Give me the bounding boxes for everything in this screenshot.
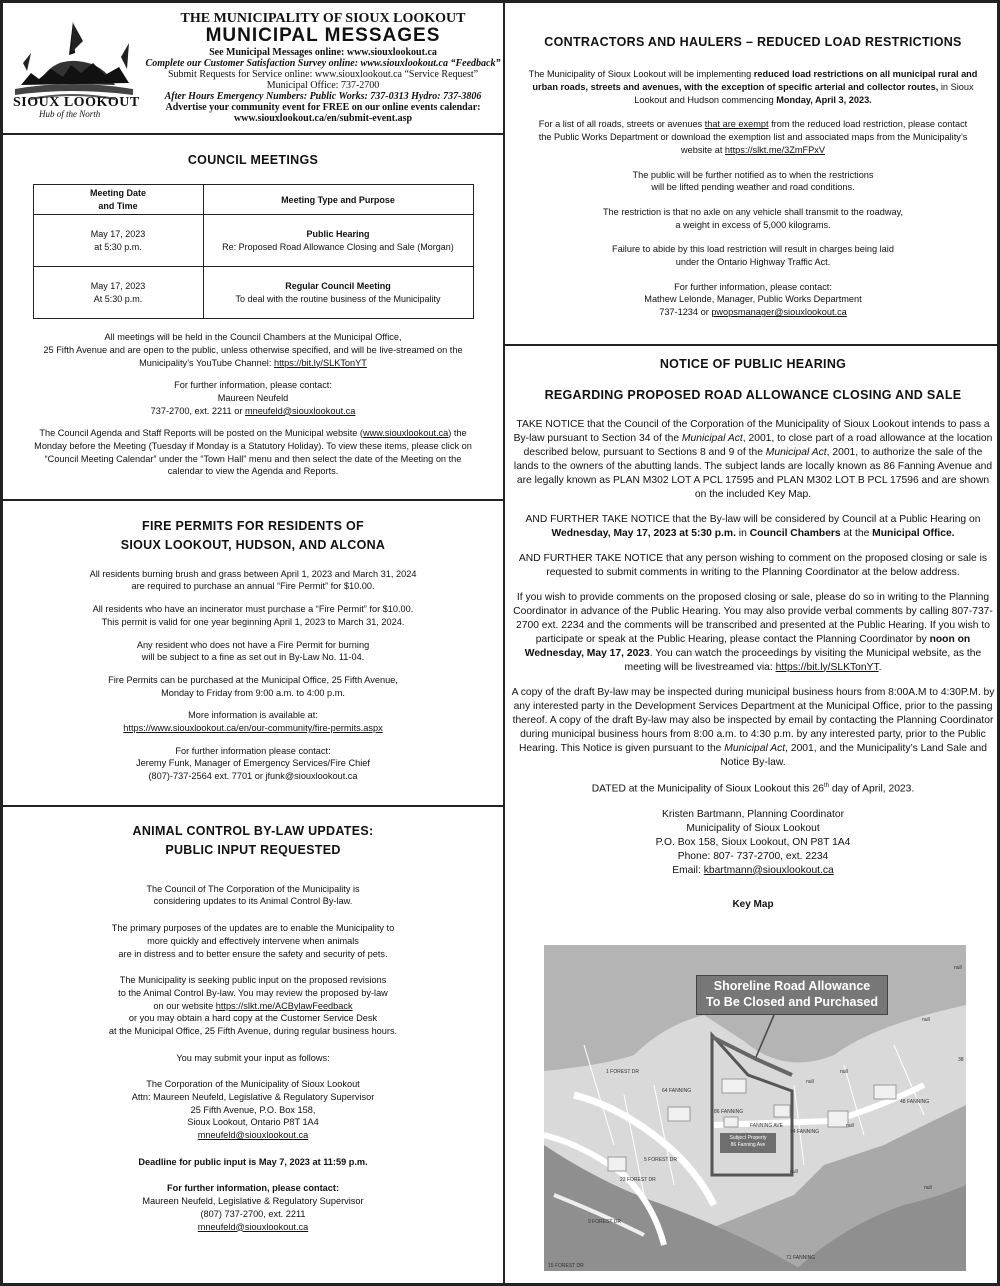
paragraph xyxy=(9,379,497,417)
masthead-text xyxy=(143,11,503,124)
paragraph xyxy=(511,686,995,770)
map-label: null xyxy=(790,1169,798,1175)
callout-text: Shoreline Road Allowance xyxy=(713,979,871,993)
text: AND FURTHER TAKE NOTICE that the By-law will be considered by Council at a Public Hearing on xyxy=(525,513,981,525)
text: Failure to abide by this load restriction will result in charges being laid xyxy=(612,244,894,255)
map-label: 38 xyxy=(958,1057,964,1063)
map-label: 64 FANNING xyxy=(662,1088,692,1094)
meeting-time: At 5:30 p.m. xyxy=(93,293,143,304)
text: 25 Fifth Avenue and are open to the public, unless otherwise specified, and will be live-streamed on the xyxy=(43,344,463,355)
paragraph xyxy=(9,331,497,369)
text: Monday to Friday from 9:00 a.m. to 4:00 p.m. xyxy=(161,687,345,698)
section-subtitle: REGARDING PROPOSED ROAD ALLOWANCE CLOSING AND SALE xyxy=(544,388,962,403)
paragraph xyxy=(511,243,995,268)
text: Email: xyxy=(672,864,704,876)
key-map-title: Key Map xyxy=(732,898,774,910)
text: Municipal Act xyxy=(681,432,743,444)
text: P.O. Box 158, Sioux Lookout, ON P8T 1A4 xyxy=(655,836,851,848)
masthead-subtitle: MUNICIPAL MESSAGES xyxy=(205,25,441,47)
deadline-text: Deadline for public input is May 7, 2023 at 11:59 p.m. xyxy=(138,1156,368,1167)
email-link[interactable]: mneufeld@siouxlookout.ca xyxy=(197,1221,309,1232)
text: (807) 737-2700, ext. 2211 xyxy=(200,1208,306,1219)
map-label: null xyxy=(924,1185,932,1191)
email-link[interactable]: mneufeld@siouxlookout.ca xyxy=(244,405,356,416)
map-label: null xyxy=(846,1123,854,1129)
map-label: 86 FANNING xyxy=(714,1109,744,1115)
text: , 2001, and the Municipality’s Land Sale and Notice By-law. xyxy=(720,742,988,768)
divider xyxy=(3,805,503,807)
text: more quickly and effectively intervene when animals xyxy=(147,935,359,946)
text: 86 Fanning Ave xyxy=(730,1142,766,1148)
council-meetings-section xyxy=(9,151,497,478)
text: Municipal Office. xyxy=(872,527,955,539)
mailing-address xyxy=(9,1078,497,1141)
masthead-line: Complete our Customer Satisfaction Survey online: www.siouxlookout.ca “Feedback” xyxy=(145,58,501,70)
logo-name: SIOUX LOOKOUT xyxy=(13,95,140,110)
paragraph xyxy=(9,709,497,734)
header-text: Meeting Date xyxy=(89,188,146,199)
text: , 2001, to authorize the sale of the lands to the owners of the abutting lands. The subject lands are locally known as 86 Fanning Avenue and are legally known as PLAN M302 LOT A PCL 17595 and PLAN M302 LOT B PCL 17596 and are shown on the included Key Map. xyxy=(513,446,993,500)
text: on our website xyxy=(153,1000,216,1011)
paragraph xyxy=(511,206,995,231)
text: Any resident who does not have a Fire Permit for burning xyxy=(136,639,370,650)
text: DATED at the Municipality of Sioux Lookout this 26 xyxy=(591,783,824,795)
text: Maureen Neufeld xyxy=(217,392,289,403)
text: Municipal Act xyxy=(765,446,827,458)
meeting-date: May 17, 2023 xyxy=(90,281,146,292)
masthead-line: Advertise your community event for FREE on our online events calendar: xyxy=(165,102,481,114)
text: For further information please contact: xyxy=(175,745,331,756)
map-label: 48 FANNING xyxy=(900,1099,930,1105)
masthead xyxy=(3,3,503,133)
section-title: COUNCIL MEETINGS xyxy=(187,153,319,167)
text: calendar to view the Agenda and Reports. xyxy=(167,466,339,477)
section-title: CONTRACTORS AND HAULERS – REDUCED LOAD RESTRICTIONS xyxy=(544,35,962,49)
text: ) the xyxy=(448,428,467,439)
text: Phone: 807- 737-2700, ext. 2234 xyxy=(677,850,829,862)
text: reduced load restrictions on all municipal rural and xyxy=(753,69,978,80)
paragraph xyxy=(9,568,497,593)
meeting-purpose: To deal with the routine business of the Municipality xyxy=(235,293,441,304)
text: in Sioux xyxy=(938,82,974,93)
table-row xyxy=(33,215,473,267)
text: urban roads, streets and avenues, with the exception of specific arterial and collector routes, xyxy=(532,82,939,93)
text: in xyxy=(735,527,750,539)
text: from the reduced load restriction, please contact xyxy=(768,119,968,130)
text: considering updates to its Animal Control By-law. xyxy=(153,896,353,907)
fire-permits-section xyxy=(9,517,497,783)
text: or you may obtain a hard copy at the Customer Service Desk xyxy=(128,1013,378,1024)
title-line: SIOUX LOOKOUT, HUDSON, AND ALCONA xyxy=(120,538,386,553)
masthead-line: After Hours Emergency Numbers: Public Works: 737-0313 Hydro: 737-3806 xyxy=(164,91,482,103)
paragraph xyxy=(9,639,497,664)
text: Subject Property xyxy=(729,1135,767,1141)
paragraph xyxy=(511,169,995,194)
title-line: PUBLIC INPUT REQUESTED xyxy=(165,843,341,858)
text: noon on Wednesday, May 17, 2023 xyxy=(524,633,971,659)
text: Mathew Lelonde, Manager, Public Works Department xyxy=(644,294,862,305)
text: All meetings will be held in the Council Chambers at the Municipal Office, xyxy=(104,332,402,343)
meetings-table xyxy=(33,184,474,319)
text: are in distress and to better ensure the safety and security of pets. xyxy=(118,948,388,959)
paragraph xyxy=(511,418,995,502)
text: 737-1234 or xyxy=(659,307,712,317)
map-label: 74 FANNING xyxy=(790,1129,820,1135)
email-link[interactable]: mneufeld@siouxlookout.ca xyxy=(197,1130,309,1141)
text: th xyxy=(823,782,829,789)
paragraph xyxy=(511,513,995,541)
text: Jeremy Funk, Manager of Emergency Services/Fire Chief xyxy=(136,758,370,769)
text: (807)-737-2564 ext. 7701 or jfunk@siouxlookout.ca xyxy=(148,771,358,781)
text: The restriction is that no axle on any vehicle shall transmit to the roadway, xyxy=(602,206,904,217)
signature-block xyxy=(511,808,995,877)
text: The primary purposes of the updates are to enable the Municipality to xyxy=(111,923,395,934)
table-cell xyxy=(33,267,203,319)
paragraph xyxy=(9,674,497,699)
meeting-purpose: Re: Proposed Road Allowance Closing and Sale (Morgan) xyxy=(222,241,454,252)
text: at the Municipal Office, 25 Fifth Avenue, during regular business hours. xyxy=(108,1025,398,1036)
table-cell xyxy=(203,215,473,267)
map-label: null xyxy=(806,1079,814,1085)
meeting-type: Public Hearing xyxy=(306,229,370,240)
text: Sioux Lookout, Ontario P8T 1A4 xyxy=(187,1117,319,1128)
text: Monday, April 3, 2023. xyxy=(776,94,872,105)
text: website at xyxy=(681,144,725,155)
masthead-line: See Municipal Messages online: www.siouxlookout.ca xyxy=(209,47,437,59)
title-line: ANIMAL CONTROL BY-LAW UPDATES: xyxy=(132,824,374,838)
text: Wednesday, May 17, 2023 at 5:30 p.m. xyxy=(551,527,736,539)
section-title xyxy=(9,517,497,556)
table-cell xyxy=(33,215,203,267)
masthead-line: Submit Requests for Service online: www.siouxlookout.ca “Service Request” xyxy=(167,69,479,81)
text: The Council of The Corporation of the Municipality is xyxy=(146,883,360,894)
title-line: FIRE PERMITS FOR RESIDENTS OF xyxy=(142,519,364,533)
paragraph xyxy=(9,427,497,478)
paragraph xyxy=(9,1182,497,1233)
text: Maureen Neufeld, Legislative & Regulatory Supervisor xyxy=(142,1196,364,1207)
text: Kristen Bartmann, Planning Coordinator xyxy=(661,809,844,821)
section-title xyxy=(9,822,497,861)
text: For further information, please contact: xyxy=(674,281,832,292)
masthead-link[interactable]: www.siouxlookout.ca/en/submit-event.asp xyxy=(233,113,413,125)
text: If you wish to provide comments on the proposed closing or sale, please do so in writing to the Planning Coordinator in advance of the Public Hearing. You may also provide verbal comments by calling 807-737-2700 ext. 2234 and the comments will be transcribed and presented at the Public Hearing. If you wish to participate or speak at the Public Hearing, please contact the Planning Coordinator by xyxy=(513,591,993,645)
exemption-list-link[interactable]: https://slkt.me/3ZmFPxV xyxy=(724,144,825,155)
email-link[interactable]: kbartmann@siouxlookout.ca xyxy=(703,864,834,876)
header-text: and Time xyxy=(98,200,138,211)
text: The Municipality is seeking public input on the proposed revisions xyxy=(119,975,387,986)
text: For a list of all roads, streets or avenues xyxy=(538,119,705,130)
text: day of April, 2023. xyxy=(828,783,915,795)
text: are required to purchase an annual “Fire Permit” for $10.00. xyxy=(131,581,375,592)
text: under the Ontario Highway Traffic Act. xyxy=(675,256,831,267)
paragraph: You may submit your input as follows: xyxy=(176,1052,330,1063)
text: This permit is valid for one year beginning April 1, 2023 to March 31, 2024. xyxy=(101,616,405,627)
table-row xyxy=(33,267,473,319)
section-title: NOTICE OF PUBLIC HEARING xyxy=(659,357,847,371)
meeting-time: at 5:30 p.m. xyxy=(94,241,142,252)
table-header-row xyxy=(33,185,473,215)
map-label: null xyxy=(922,1017,930,1023)
meeting-date: May 17, 2023 xyxy=(90,229,146,240)
text: Fire Permits can be purchased at the Municipal Office, 25 Fifth Avenue, xyxy=(108,674,398,685)
text: The Council Agenda and Staff Reports will be posted on the Municipal website ( xyxy=(39,428,363,439)
callout-road-allowance xyxy=(696,975,888,1015)
text: For further information, please contact: xyxy=(166,1183,340,1194)
text: that are exempt xyxy=(704,119,769,130)
text: at the xyxy=(840,527,873,539)
text: 737-2700, ext. 2211 or xyxy=(150,405,245,416)
text: to the Animal Control By-law. You may review the proposed by-law xyxy=(118,987,388,998)
logo-tagline: Hub of the North xyxy=(39,109,101,119)
map-label: 71 FANNING xyxy=(786,1255,816,1261)
divider xyxy=(3,499,503,501)
text: the Public Works Department or download the exemption list and associated maps from the Municipality’s xyxy=(538,132,968,143)
map-label: 9 FOREST DR xyxy=(588,1219,621,1225)
subject-property-label xyxy=(720,1133,776,1153)
paragraph xyxy=(9,922,497,960)
map-label: null xyxy=(840,1069,848,1075)
divider xyxy=(505,344,1000,346)
text: All residents burning brush and grass between April 1, 2023 and March 31, 2024 xyxy=(89,568,417,579)
text: For further information, please contact: xyxy=(174,380,332,391)
email-link[interactable]: pwopsmanager@siouxlookout.ca xyxy=(711,307,847,317)
paragraph xyxy=(9,883,497,908)
text: “Council Meeting Calendar” under the “Town Hall” menu and then select the date of the Meeting on the xyxy=(44,453,462,464)
text: . You can watch the proceedings by visiting the Municipal website, as the meeting will be livestreamed via: xyxy=(624,647,982,673)
table-header: Meeting Type and Purpose xyxy=(203,185,473,215)
bylaw-feedback-link[interactable]: https://slkt.me/ACBylawFeedback xyxy=(215,1000,353,1011)
text: 25 Fifth Avenue, P.O. Box 158, xyxy=(190,1104,316,1115)
text: The Corporation of the Municipality of Sioux Lookout xyxy=(146,1079,360,1090)
table-header xyxy=(33,185,203,215)
paragraph xyxy=(511,281,995,319)
load-restrictions-section xyxy=(511,33,995,319)
map-label: 5 FOREST DR xyxy=(644,1157,677,1163)
map-label: null xyxy=(954,965,962,971)
text: a weight in excess of 5,000 kilograms. xyxy=(675,219,831,230)
paragraph xyxy=(9,603,497,628)
paragraph xyxy=(511,68,995,106)
text: Municipal Act xyxy=(724,742,786,754)
divider xyxy=(3,133,503,135)
text: All residents who have an incinerator must purchase a “Fire Permit” for $10.00. xyxy=(92,604,414,615)
public-hearing-section xyxy=(511,355,995,911)
website-link[interactable]: www.siouxlookout.ca xyxy=(362,428,449,439)
text: will be subject to a fine as set out in By-Law No. 11-04. xyxy=(141,652,365,663)
text: , 2001, to close part of a road allowance at the location described below, pursuant to Sections 8 and 9 of the xyxy=(523,432,993,458)
text: The public will be further notified as to when the restrictions xyxy=(632,169,874,180)
animal-control-section xyxy=(9,822,497,1233)
map-label: FANNING AVE xyxy=(750,1123,783,1129)
meeting-type: Regular Council Meeting xyxy=(285,281,391,292)
text: TAKE NOTICE that the Council of the Corporation of the Municipality of Sioux Lookout intends to pass a By-law pursuant to Section 34 of the xyxy=(513,418,990,444)
map-label: 23 FOREST DR xyxy=(620,1177,656,1183)
text: . xyxy=(878,661,882,673)
callout-text: To Be Closed and Purchased xyxy=(705,995,879,1010)
map-label: 1 FOREST DR xyxy=(606,1069,639,1075)
text: More information is available at: xyxy=(188,710,318,721)
text: Municipality of Sioux Lookout xyxy=(686,823,820,835)
paragraph xyxy=(511,118,995,156)
masthead-line: Municipal Office: 737-2700 xyxy=(266,80,380,92)
dated-line xyxy=(511,782,995,796)
paragraph xyxy=(511,591,995,675)
paragraph xyxy=(9,974,497,1037)
fire-permits-link[interactable]: https://www.siouxlookout.ca/en/our-community/fire-permits.aspx xyxy=(123,722,383,733)
table-cell xyxy=(203,267,473,319)
text: A copy of the draft By-law may be inspected during municipal business hours from 8:00A.M to 4:30P.M. by any interested party in the Development Services Department at the Municipal Office, prior to the passing thereof. A copy of the draft By-law may also be inspected by email by contacting the Planning Coordinator during municipal business hours from 8:00 a.m. to 4:30 p.m. by any interested party, prior to the Public Hearing. This Notice is given pursuant to the xyxy=(511,686,995,754)
youtube-link[interactable]: https://bit.ly/SLKTonYT xyxy=(273,357,367,368)
text: Lookout and Hudson commencing xyxy=(634,94,777,105)
text: The Municipality of Sioux Lookout will be implementing xyxy=(528,69,754,80)
key-map xyxy=(544,945,966,1271)
text: Council Chambers xyxy=(749,527,841,539)
masthead-title: THE MUNICIPALITY OF SIOUX LOOKOUT xyxy=(180,11,466,26)
text: Monday before the Meeting (Tuesday if Monday is a Statutory Holiday). To view these items, please click on xyxy=(34,441,472,451)
column-divider xyxy=(503,3,505,1283)
livestream-link[interactable]: https://bit.ly/SLKTonYT xyxy=(775,661,879,673)
text: Municipality’s YouTube Channel: xyxy=(139,357,274,368)
paragraph xyxy=(9,745,497,783)
paragraph: AND FURTHER TAKE NOTICE that any person wishing to comment on the proposed closing or sale is requested to submit comments in writing to the Planning Coordinator at the below address. xyxy=(518,552,988,578)
map-label: 15 FOREST DR xyxy=(548,1263,584,1269)
text: Attn: Maureen Neufeld, Legislative & Regulatory Supervisor xyxy=(131,1092,375,1102)
text: will be lifted pending weather and road conditions. xyxy=(651,182,855,193)
